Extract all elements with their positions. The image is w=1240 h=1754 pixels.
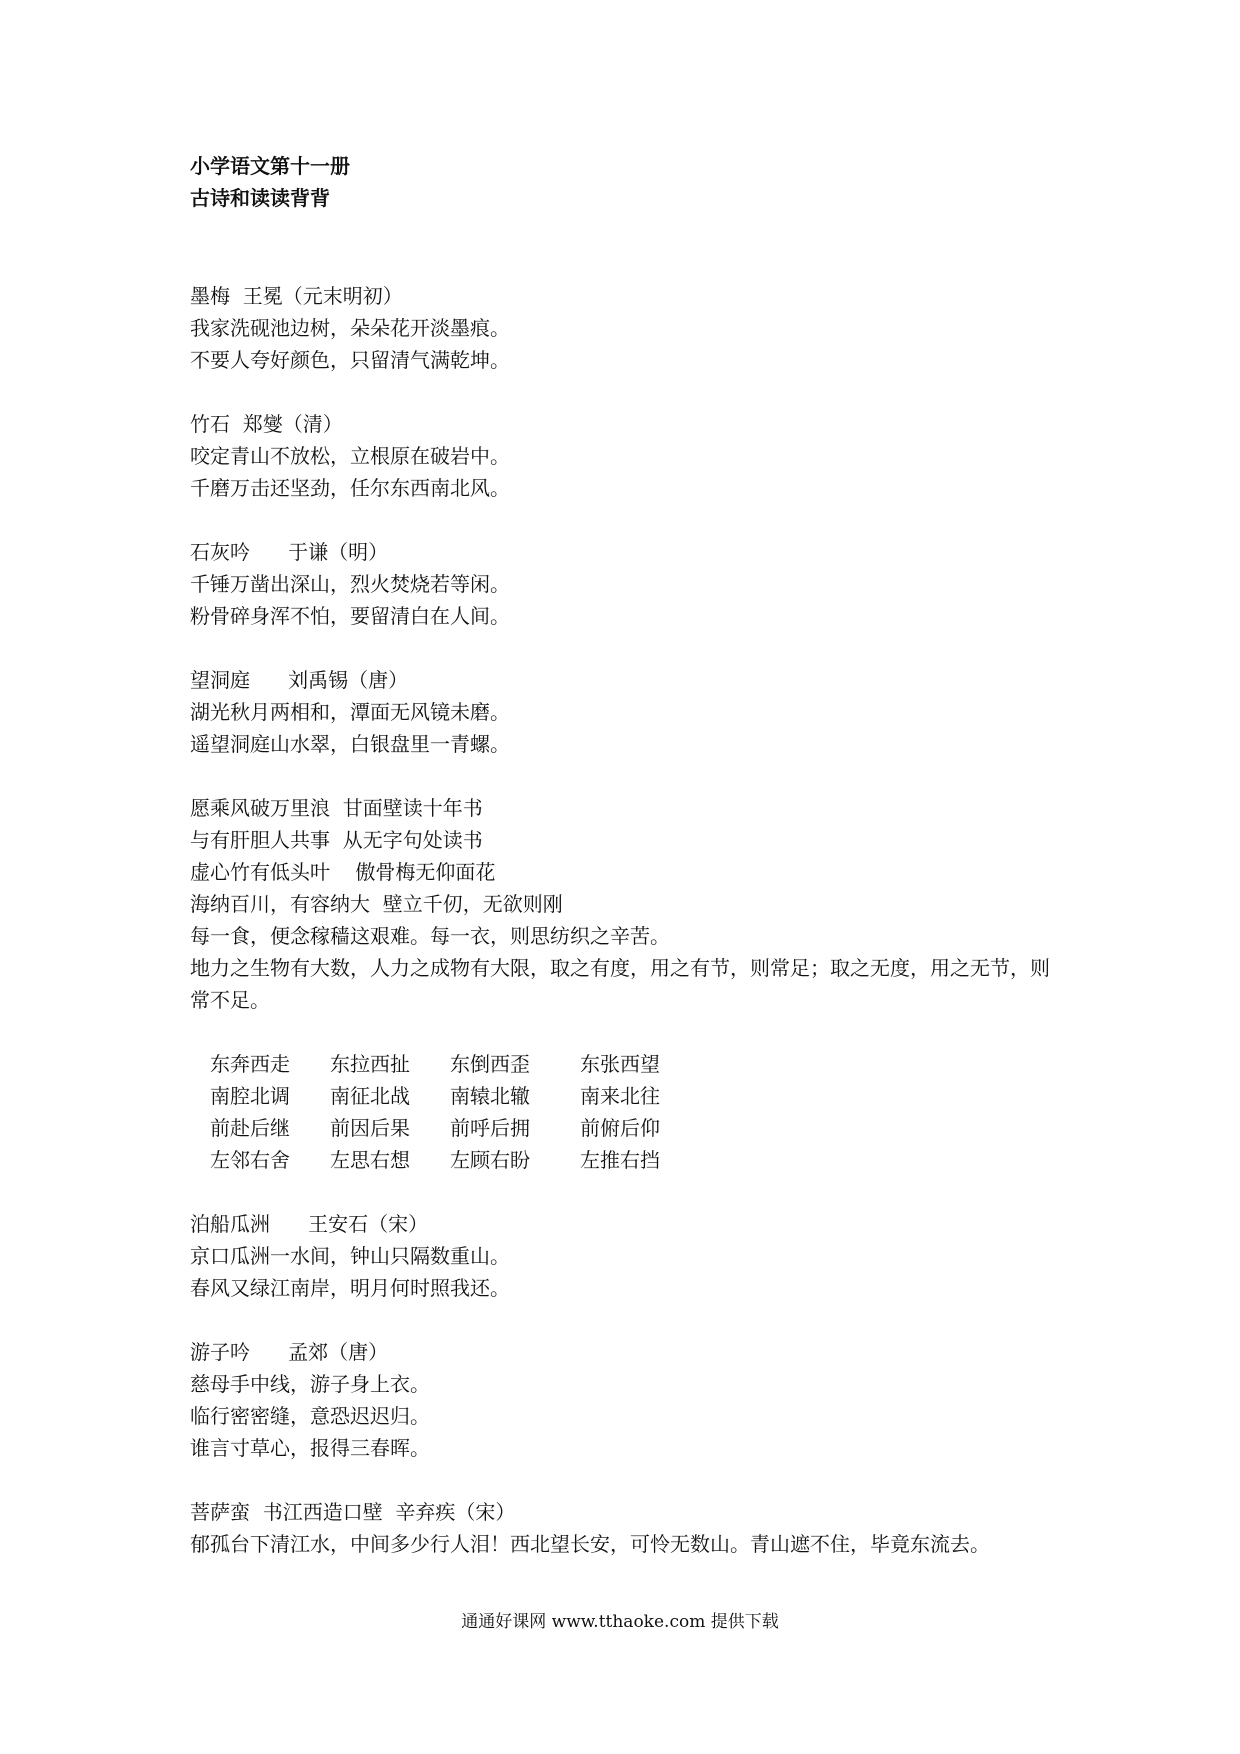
idiom-row xyxy=(190,1144,1060,1176)
document-header xyxy=(190,150,1050,214)
idiom-cell: 南征北战 xyxy=(330,1084,410,1108)
poem-line: 千磨万击还坚劲，任尔东西南北风。 xyxy=(190,476,510,500)
idiom-row xyxy=(190,1048,1060,1080)
saying-line: 与有肝胆人共事 从无字句处读书 xyxy=(190,828,483,852)
idiom-row xyxy=(190,1080,1060,1112)
idiom-row xyxy=(190,1112,1060,1144)
idiom-cell: 东张西望 xyxy=(580,1052,660,1076)
idiom-cell: 左顾右盼 xyxy=(450,1148,530,1172)
idiom-cell: 前呼后拥 xyxy=(450,1116,530,1140)
idiom-cell: 南辕北辙 xyxy=(450,1084,530,1108)
poem-line: 临行密密缝，意恐迟迟归。 xyxy=(190,1404,430,1428)
document-body xyxy=(190,280,1060,1560)
poem-heading: 泊船瓜洲 王安石（宋） xyxy=(190,1212,429,1236)
poem-line: 谁言寸草心，报得三春晖。 xyxy=(190,1436,430,1460)
poem-line: 湖光秋月两相和，潭面无风镜未磨。 xyxy=(190,700,510,724)
poem-line: 我家洗砚池边树，朵朵花开淡墨痕。 xyxy=(190,316,510,340)
poem-line: 春风又绿江南岸，明月何时照我还。 xyxy=(190,1276,510,1300)
idiom-cell: 左思右想 xyxy=(330,1148,410,1172)
idiom-cell: 南来北往 xyxy=(580,1084,660,1108)
poem-line: 千锤万凿出深山，烈火焚烧若等闲。 xyxy=(190,572,510,596)
poem-line: 粉骨碎身浑不怕，要留清白在人间。 xyxy=(190,604,510,628)
poem-heading: 石灰吟 于谦（明） xyxy=(190,540,389,564)
idiom-cell: 前因后果 xyxy=(330,1116,410,1140)
idiom-cell: 左邻右舍 xyxy=(210,1148,290,1172)
idiom-cell: 前赴后继 xyxy=(210,1116,290,1140)
poem-line: 郁孤台下清江水，中间多少行人泪！西北望长安，可怜无数山。青山遮不住，毕竟东流去。 xyxy=(190,1532,990,1556)
saying-line: 每一食，便念稼穑这艰难。每一衣，则思纺织之辛苦。 xyxy=(190,924,670,948)
poem-line: 咬定青山不放松，立根原在破岩中。 xyxy=(190,444,510,468)
page-footer: 通通好课网 www.tthaoke.com 提供下载 xyxy=(461,1612,779,1632)
saying-line: 海纳百川，有容纳大 壁立千仞，无欲则刚 xyxy=(190,892,563,916)
poem-line: 遥望洞庭山水翠，白银盘里一青螺。 xyxy=(190,732,510,756)
saying-line: 虚心竹有低头叶 傲骨梅无仰面花 xyxy=(190,860,496,884)
poem-heading: 菩萨蛮 书江西造口壁 辛弃疾（宋） xyxy=(190,1500,516,1524)
poem-heading: 游子吟 孟郊（唐） xyxy=(190,1340,389,1364)
idiom-cell: 东倒西歪 xyxy=(450,1052,530,1076)
poem-line: 慈母手中线，游子身上衣。 xyxy=(190,1372,430,1396)
idiom-cell: 左推右挡 xyxy=(580,1148,660,1172)
saying-line: 愿乘风破万里浪 甘面壁读十年书 xyxy=(190,796,483,820)
poem-heading: 竹石 郑燮（清） xyxy=(190,412,343,436)
document-subtitle: 古诗和读读背背 xyxy=(190,186,330,210)
poem-line: 京口瓜洲一水间，钟山只隔数重山。 xyxy=(190,1244,510,1268)
idiom-cell: 东奔西走 xyxy=(210,1052,290,1076)
poem-heading: 墨梅 王冕（元末明初） xyxy=(190,284,403,308)
idiom-cell: 前俯后仰 xyxy=(580,1116,660,1140)
document-title: 小学语文第十一册 xyxy=(190,154,350,178)
poem-heading: 望洞庭 刘禹锡（唐） xyxy=(190,668,409,692)
saying-paragraph: 地力之生物有大数，人力之成物有大限，取之有度，用之有节，则常足；取之无度，用之无节，则常不足。 xyxy=(190,956,1050,1012)
idiom-cell: 南腔北调 xyxy=(210,1084,290,1108)
poem-line: 不要人夸好颜色，只留清气满乾坤。 xyxy=(190,348,510,372)
idiom-cell: 东拉西扯 xyxy=(330,1052,410,1076)
